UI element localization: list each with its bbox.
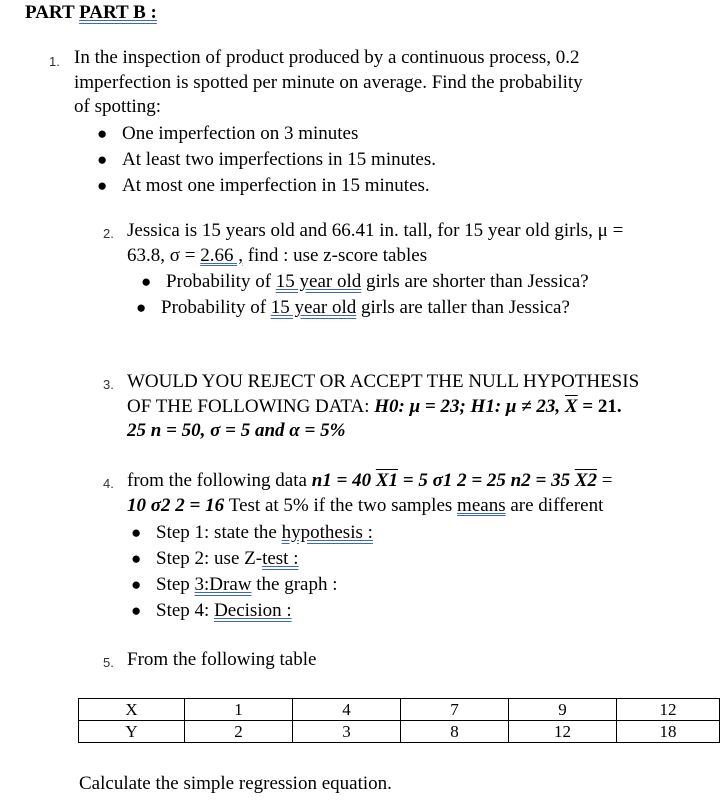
q3-text	[127, 370, 639, 444]
bullet-dot-icon: ●	[131, 523, 142, 542]
q4-number: 4.	[103, 476, 114, 491]
table-cell: 2	[185, 721, 293, 743]
table-cell: 7	[401, 699, 509, 721]
q1-text	[74, 46, 583, 120]
q2-bullet-2b: 15 year old	[270, 297, 357, 318]
table-row-x	[79, 699, 720, 721]
q2-bullet-1	[141, 269, 589, 295]
q5-text: From the following table	[127, 649, 317, 670]
q2-line-2	[127, 244, 623, 269]
q1-line-2: imperfection is spotted per minute on average. Find the probability	[74, 71, 583, 93]
q4-n1: n1 = 40	[311, 470, 376, 491]
q1-bullet-3	[97, 173, 436, 199]
q4-text	[127, 469, 612, 518]
table-cell: 18	[617, 721, 720, 743]
q4-line-2c: means	[457, 494, 506, 516]
q2-bullet-1b: 15 year old	[275, 271, 362, 292]
q4-line-2b: Test at 5% if the two samples	[224, 494, 458, 516]
q4-x1bar: X1	[375, 470, 399, 491]
calculate-instruction: Calculate the simple regression equation.	[79, 773, 392, 794]
q2-bullet-list	[136, 269, 589, 321]
bullet-dot-icon: ●	[97, 176, 108, 195]
q4-step-2	[131, 546, 373, 572]
q4-step-3c: the graph :	[251, 574, 338, 595]
q2-bullet-2a: Probability of	[161, 297, 271, 318]
q4-line-2	[127, 494, 612, 519]
q4-line-2a: 10 σ2 2 = 16	[127, 494, 225, 516]
q4-step-4	[131, 598, 373, 624]
bullet-dot-icon: ●	[136, 298, 147, 317]
q1-line-3: of spotting:	[74, 96, 162, 117]
table-cell: 4	[293, 699, 401, 721]
q3-xbar: $\overline{X}$	[564, 395, 578, 417]
q2-bullet-2c: girls are taller than Jessica?	[356, 297, 570, 318]
q3-line-2a: OF THE FOLLOWING DATA:	[127, 395, 375, 417]
q1-bullet-2	[97, 147, 436, 173]
q4-step-2a: Step 2: use Z-	[156, 548, 263, 569]
q4-step-3b: 3:Draw	[194, 574, 252, 595]
q4-line-2d: are different	[505, 494, 604, 516]
q4-step-1	[131, 520, 373, 546]
q4-step-4b: Decision :	[214, 600, 292, 621]
bullet-dot-icon: ●	[97, 124, 108, 143]
q1-bullet-1	[97, 121, 436, 147]
table-cell: 12	[617, 699, 720, 721]
q4-step-3a: Step	[156, 574, 195, 595]
q3-line-3: 25 n = 50, σ = 5 and α = 5%	[127, 420, 346, 441]
q4-line-1	[127, 469, 612, 494]
part-title: PART PART B :	[25, 2, 157, 23]
table-cell: 3	[293, 721, 401, 743]
q5-number: 5.	[103, 655, 114, 670]
q3-line-2	[127, 395, 639, 420]
bullet-dot-icon: ●	[131, 575, 142, 594]
q1-line-1: In the inspection of product produced by a continuous process, 0.2	[74, 47, 580, 68]
q2-bullet-2	[136, 295, 584, 321]
q2-line-1: Jessica is 15 years old and 66.41 in. tall, for 15 year old girls, μ =	[127, 220, 624, 241]
table-cell: Y	[79, 721, 185, 743]
q2-sigma-value: 2.66 ,	[200, 244, 243, 266]
regression-data-table	[78, 698, 720, 743]
q1-number: 1.	[49, 54, 60, 69]
q3-line-2c: = 21.	[577, 395, 622, 417]
q2-number: 2.	[103, 226, 114, 241]
q4-line-1a: from the following data	[127, 470, 312, 491]
q4-step-1b: hypothesis :	[281, 522, 373, 543]
table-cell: 12	[509, 721, 617, 743]
q1-bullet-2-text: At least two imperfections in 15 minutes.	[122, 149, 436, 170]
bullet-dot-icon: ●	[131, 601, 142, 620]
q4-step-4a: Step 4:	[156, 600, 215, 621]
part-title-text: PART B :	[79, 2, 157, 23]
q4-line-1c: = 5 σ1 2 = 25 n2 = 35	[398, 470, 575, 491]
table-cell: 9	[509, 699, 617, 721]
q1-bullet-1-text: One imperfection on 3 minutes	[122, 123, 359, 144]
table-cell: X	[79, 699, 185, 721]
q4-steps-list	[131, 520, 373, 624]
bullet-dot-icon: ●	[131, 549, 142, 568]
q4-line-1d: =	[597, 470, 613, 491]
q4-step-1a: Step 1: state the	[156, 522, 282, 543]
q3-hypotheses: H0: μ = 23; H1: μ ≠ 23,	[374, 395, 565, 417]
q2-bullet-1a: Probability of	[166, 271, 276, 292]
q2-line-2c: find : use z-score tables	[242, 244, 428, 266]
table-row-y	[79, 721, 720, 743]
bullet-dot-icon: ●	[97, 150, 108, 169]
q2-bullet-1c: girls are shorter than Jessica?	[361, 271, 589, 292]
q4-step-2b: test :	[262, 548, 299, 569]
table-cell: 8	[401, 721, 509, 743]
q2-line-2a: 63.8, σ =	[127, 244, 201, 266]
table-cell: 1	[185, 699, 293, 721]
q1-bullet-3-text: At most one imperfection in 15 minutes.	[122, 175, 430, 196]
q4-step-3	[131, 572, 373, 598]
q2-text	[127, 219, 623, 268]
bullet-dot-icon: ●	[141, 272, 152, 291]
q3-number: 3.	[103, 377, 114, 392]
q3-line-1: WOULD YOU REJECT OR ACCEPT THE NULL HYPOTHESIS	[127, 371, 640, 392]
q4-x2bar: X2	[574, 470, 598, 491]
q1-bullet-list	[97, 121, 436, 199]
